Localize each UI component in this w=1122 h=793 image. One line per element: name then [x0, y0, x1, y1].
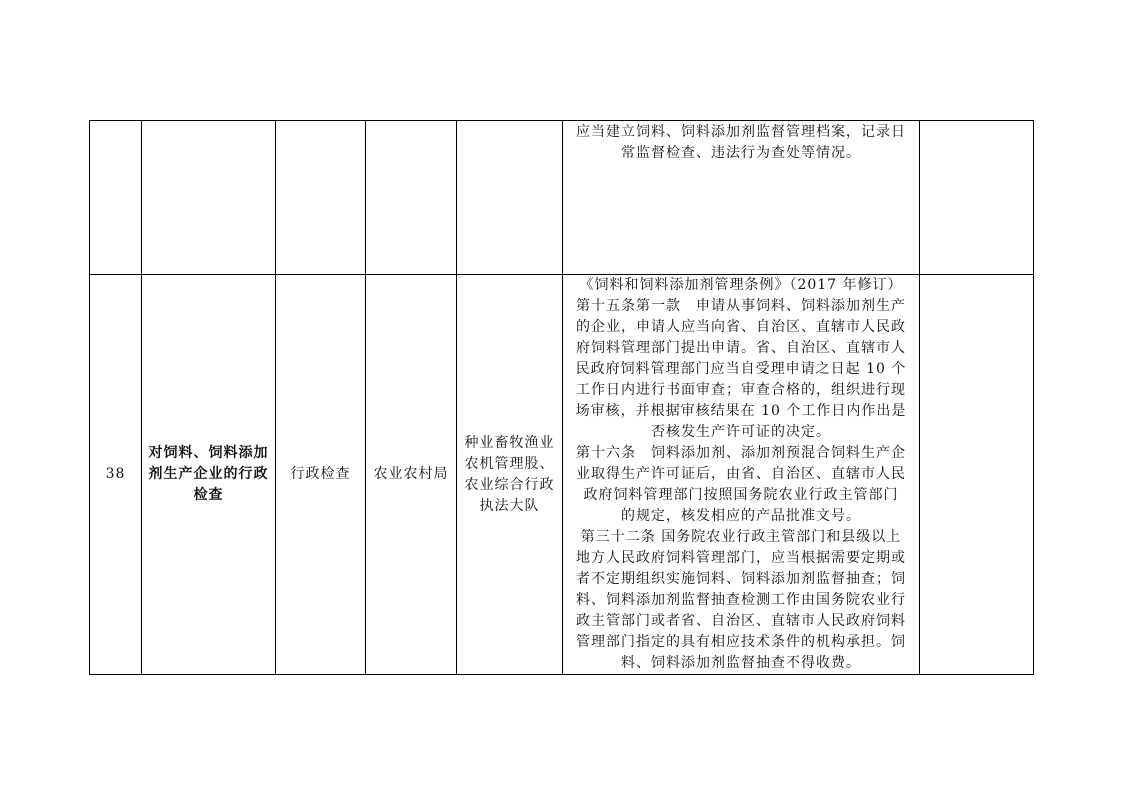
executor-cell [457, 121, 563, 275]
basis-line: 政主管部门或者省、自治区、直辖市人民政府饲料 [576, 613, 906, 629]
legal-basis-cell [563, 275, 920, 675]
basis-line: 料、饲料添加剂监督抽查检测工作由国务院农业行 [576, 592, 906, 608]
basis-line: 场审核，并根据审核结果在 10 个工作日内作出是 [575, 403, 907, 419]
legal-basis-cell [563, 121, 920, 275]
basis-line: 第三十二条 国务院农业行政主管部门和县级以上 [580, 529, 902, 545]
item-name-cell: 对饲料、饲料添加剂生产企业的行政检查 [142, 275, 276, 675]
power-list-table [89, 120, 1034, 675]
basis-line: 政府饲料管理部门按照国务院农业行政主管部门 [583, 487, 899, 503]
remarks-cell [920, 275, 1034, 675]
basis-line: 常监督检查、违法行为查处等情况。 [621, 145, 861, 161]
item-type-cell: 行政检查 [276, 275, 366, 675]
basis-line: 管理部门指定的具有相应技术条件的机构承担。饲 [576, 634, 906, 650]
basis-line: 否核发生产许可证的决定。 [651, 424, 831, 440]
table-row-38 [90, 275, 1034, 675]
executor-cell: 种业畜牧渔业农机管理股、农业综合行政执法大队 [457, 275, 563, 675]
basis-line: 工作日内进行书面审查；审查合格的，组织进行现 [576, 382, 906, 398]
department-cell: 农业农村局 [366, 275, 457, 675]
basis-line: 的规定，核发相应的产品批准文号。 [621, 508, 861, 524]
item-name-cell [142, 121, 276, 275]
basis-line: 业取得生产许可证后，由省、自治区、直辖市人民 [576, 466, 906, 482]
basis-line: 第十六条 饲料添加剂、添加剂预混合饲料生产企 [576, 445, 906, 461]
basis-line: 第十五条第一款 申请从事饲料、饲料添加剂生产 [576, 298, 906, 314]
basis-line: 的企业，申请人应当向省、自治区、直辖市人民政 [576, 319, 906, 335]
basis-line: 《饲料和饲料添加剂管理条例》（2017 年修订） [579, 277, 903, 293]
table-row-continuation [90, 121, 1034, 275]
basis-line: 府饲料管理部门提出申请。省、自治区、直辖市人 [576, 340, 906, 356]
basis-line: 应当建立饲料、饲料添加剂监督管理档案，记录日 [576, 124, 906, 140]
row-number-cell [90, 121, 142, 275]
basis-line: 地方人民政府饲料管理部门，应当根据需要定期或 [576, 550, 906, 566]
department-cell [366, 121, 457, 275]
row-number-cell: 38 [90, 275, 142, 675]
remarks-cell [920, 121, 1034, 275]
basis-line: 料、饲料添加剂监督抽查不得收费。 [621, 655, 861, 671]
item-type-cell [276, 121, 366, 275]
basis-line: 者不定期组织实施饲料、饲料添加剂监督抽查；饲 [576, 571, 906, 587]
basis-line: 民政府饲料管理部门应当自受理申请之日起 10 个 [575, 361, 907, 377]
